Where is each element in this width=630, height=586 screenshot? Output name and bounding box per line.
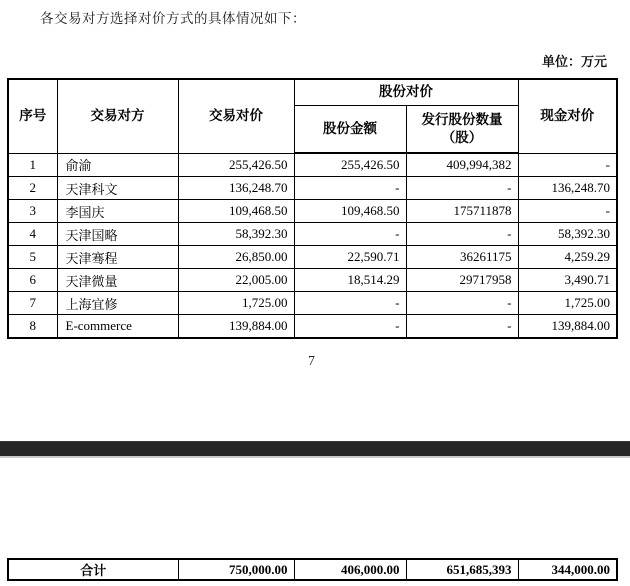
- cell-share-amount: -: [294, 223, 406, 246]
- total-label: 合计: [8, 559, 178, 580]
- cell-consideration: 26,850.00: [178, 246, 294, 269]
- cell-counterparty: 天津科文: [57, 177, 178, 200]
- cell-consideration: 58,392.30: [178, 223, 294, 246]
- cell-cash: 58,392.30: [518, 223, 617, 246]
- header-counterparty: 交易对方: [57, 79, 178, 153]
- cell-share-count: -: [406, 177, 518, 200]
- table-row: [8, 177, 617, 200]
- header-share-amount: 股份金额: [294, 106, 406, 154]
- cell-share-count: 175711878: [406, 200, 518, 223]
- table-row: [8, 315, 617, 339]
- header-cash: 现金对价: [518, 79, 617, 153]
- cell-index: 5: [8, 246, 57, 269]
- total-share-amount: 406,000.00: [294, 559, 406, 580]
- cell-share-amount: 255,426.50: [294, 153, 406, 177]
- total-consideration: 750,000.00: [178, 559, 294, 580]
- table-row: [8, 223, 617, 246]
- cell-counterparty: E-commerce: [57, 315, 178, 339]
- table-row: [8, 292, 617, 315]
- intro-paragraph: 各交易对方选择对价方式的具体情况如下：: [40, 11, 306, 26]
- page-number: 7: [308, 353, 315, 368]
- cell-index: 7: [8, 292, 57, 315]
- cell-consideration: 136,248.70: [178, 177, 294, 200]
- cell-consideration: 109,468.50: [178, 200, 294, 223]
- cell-consideration: 255,426.50: [178, 153, 294, 177]
- cell-cash: 4,259.29: [518, 246, 617, 269]
- cell-share-amount: 22,590.71: [294, 246, 406, 269]
- cell-counterparty: 上海宜修: [57, 292, 178, 315]
- cell-share-amount: -: [294, 292, 406, 315]
- cell-cash: 139,884.00: [518, 315, 617, 339]
- cell-share-count: 409,994,382: [406, 153, 518, 177]
- cell-share-count: 29717958: [406, 269, 518, 292]
- cell-index: 1: [8, 153, 57, 177]
- cell-counterparty: 天津骞程: [57, 246, 178, 269]
- cell-share-amount: 18,514.29: [294, 269, 406, 292]
- total-row-table: [7, 558, 618, 581]
- cell-cash: 1,725.00: [518, 292, 617, 315]
- cell-index: 2: [8, 177, 57, 200]
- cell-index: 6: [8, 269, 57, 292]
- header-consideration: 交易对价: [178, 79, 294, 153]
- cell-share-amount: -: [294, 177, 406, 200]
- cell-share-count: 36261175: [406, 246, 518, 269]
- cell-share-count: -: [406, 292, 518, 315]
- table-row: [8, 200, 617, 223]
- cell-counterparty: 天津国略: [57, 223, 178, 246]
- cell-counterparty: 李国庆: [57, 200, 178, 223]
- total-share-count: 651,685,393: [406, 559, 518, 580]
- unit-label: 单位：万元: [541, 54, 607, 69]
- cell-share-amount: -: [294, 315, 406, 339]
- cell-counterparty: 俞渝: [57, 153, 178, 177]
- table-row: [8, 153, 617, 177]
- cell-counterparty: 天津微量: [57, 269, 178, 292]
- table-body: [8, 153, 617, 338]
- cell-consideration: 1,725.00: [178, 292, 294, 315]
- cell-share-amount: 109,468.50: [294, 200, 406, 223]
- cell-share-count: -: [406, 223, 518, 246]
- header-share-count-line2: （股）: [441, 130, 483, 145]
- cell-index: 4: [8, 223, 57, 246]
- cell-cash: -: [518, 200, 617, 223]
- total-cash: 344,000.00: [518, 559, 617, 580]
- cell-share-count: -: [406, 315, 518, 339]
- table-row: [8, 269, 617, 292]
- cell-consideration: 22,005.00: [178, 269, 294, 292]
- table-row: [8, 246, 617, 269]
- cell-index: 3: [8, 200, 57, 223]
- consideration-table: [7, 78, 618, 339]
- cell-cash: 3,490.71: [518, 269, 617, 292]
- table-header: [8, 79, 617, 153]
- header-share-group: 股份对价: [294, 79, 518, 106]
- header-index: 序号: [8, 79, 57, 153]
- cell-cash: 136,248.70: [518, 177, 617, 200]
- header-share-count-line1: 发行股份数量: [421, 111, 503, 127]
- cell-cash: -: [518, 153, 617, 177]
- total-row: [8, 559, 617, 580]
- header-share-count: [406, 106, 518, 154]
- cell-index: 8: [8, 315, 57, 339]
- cell-consideration: 139,884.00: [178, 315, 294, 339]
- page-break-bar: [0, 441, 630, 458]
